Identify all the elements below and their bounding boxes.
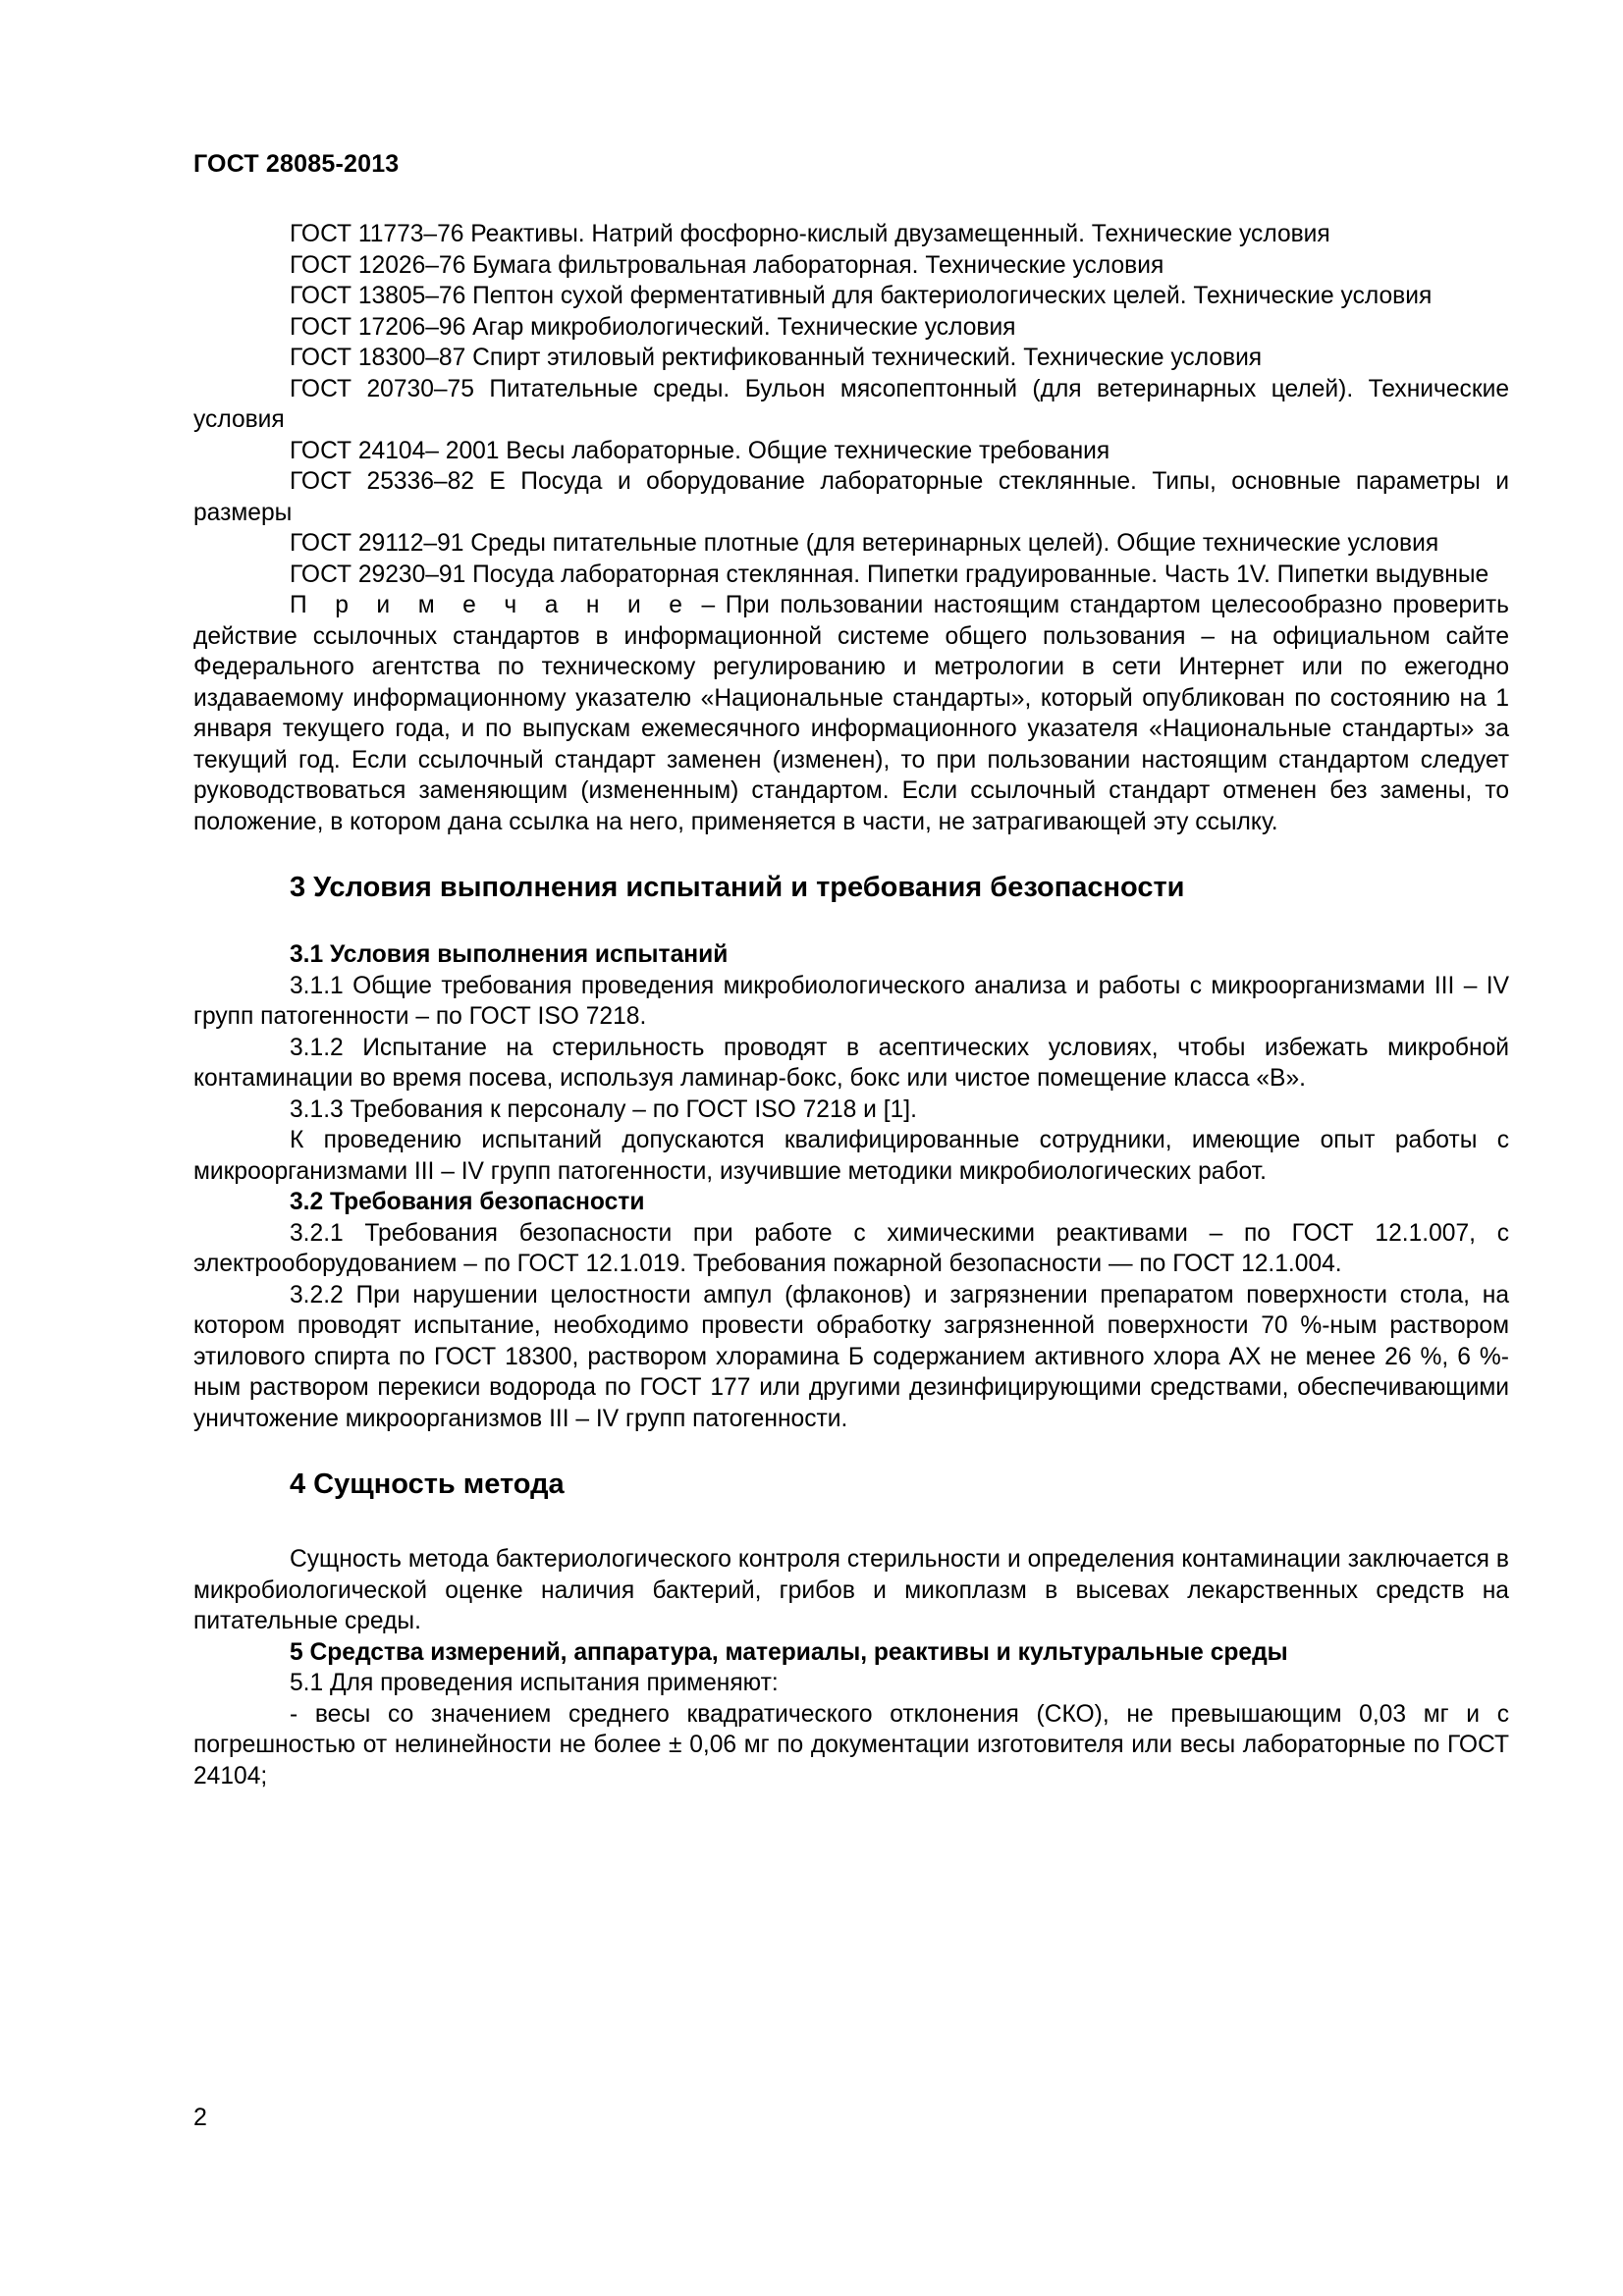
section-4-title: 4 Сущность метода	[290, 1468, 565, 1500]
note-paragraph	[193, 590, 1509, 837]
section-3-title: 3 Условия выполнения испытаний и требования безопасности	[290, 872, 1185, 903]
reference-item: ГОСТ 11773–76 Реактивы. Натрий фосфорно-кислый двузамещенный. Технические условия	[290, 221, 1330, 247]
section-5-title: 5 Средства измерений, аппаратура, материалы, реактивы и культуральные среды	[290, 1638, 1288, 1666]
note-label: П р и м е ч а н и е	[290, 592, 691, 618]
reference-item: ГОСТ 20730–75 Питательные среды. Бульон мясопептонный (для ветеринарных целей). Технические условия	[193, 375, 1509, 433]
subsection-3-2-title: 3.2 Требования безопасности	[290, 1189, 645, 1215]
paragraph-4-essence: Сущность метода бактериологического контроля стерильности и определения контаминации заключается в микробиологической оценке наличия бактерий, грибов и микоплазм в высевах лекарственных средств на питательные среды.	[193, 1546, 1509, 1634]
paragraph-3-1-2: 3.1.2 Испытание на стерильность проводят в асептических условиях, чтобы избежать микробной контаминации во время посева, используя ламинар-бокс, бокс или чистое помещение класса «В».	[193, 1034, 1509, 1092]
paragraph-3-1-1: 3.1.1 Общие требования проведения микробиологического анализа и работы с микроорганизмами III – IV групп патогенности – по ГОСТ ISO 7218.	[193, 972, 1509, 1030]
document-code-header: ГОСТ 28085-2013	[193, 150, 400, 178]
reference-item: ГОСТ 25336–82 Е Посуда и оборудование лабораторные стеклянные. Типы, основные параметры и размеры	[193, 468, 1509, 526]
paragraph-3-1-3: 3.1.3 Требования к персоналу – по ГОСТ ISO 7218 и [1].	[290, 1095, 917, 1123]
paragraph-3-2-2: 3.2.2 При нарушении целостности ампул (флаконов) и загрязнении препаратом поверхности стола, на котором проводят испытание, необходимо провести обработку загрязненной поверхности 70 %-ным раствором этилового спирта по ГОСТ 18300, раствором хлорамина Б содержанием активного хлора АХ не менее 26 %, 6 %-ным раствором перекиси водорода по ГОСТ 177 или другими дезинфицирующими средствами, обеспечивающими уничтожение микроорганизмов III – IV групп патогенности.	[193, 1281, 1509, 1432]
paragraph-3-2-1: 3.2.1 Требования безопасности при работе с химическими реактивами – по ГОСТ 12.1.007, с электрооборудованием – по ГОСТ 12.1.019. Требования пожарной безопасности — по ГОСТ 12.1.004.	[193, 1219, 1509, 1277]
reference-item: ГОСТ 18300–87 Спирт этиловый ректификованный технический. Технические условия	[290, 345, 1263, 371]
document-body	[193, 219, 1509, 1791]
reference-item: ГОСТ 13805–76 Пептон сухой ферментативный для бактериологических целей. Технические условия	[290, 283, 1433, 309]
reference-item: ГОСТ 17206–96 Агар микробиологический. Технические условия	[290, 313, 1016, 341]
reference-item: ГОСТ 29230–91 Посуда лабораторная стеклянная. Пипетки градуированные. Часть 1V. Пипетки выдувные	[290, 561, 1489, 588]
paragraph-5-1: 5.1 Для проведения испытания применяют:	[290, 1670, 779, 1696]
page-number: 2	[193, 2104, 207, 2131]
reference-item: ГОСТ 24104– 2001 Весы лабораторные. Общие технические требования	[290, 437, 1110, 464]
note-text: – При пользовании настоящим стандартом целесообразно проверить действие ссылочных стандартов в информационной системе общего пользования – на официальном сайте Федерального агентства по техническому регулированию и метрологии в сети Интернет или по ежегодно издаваемому информационному указателю «Национальные стандарты», который опубликован по состоянию на 1 января текущего года, и по выпускам ежемесячного информационного указателя «Национальные стандарты» за текущий год. Если ссылочный стандарт заменен (изменен), то при пользовании настоящим стандартом следует руководствоваться заменяющим (измененным) стандартом. Если ссылочный стандарт отменен без замены, то положение, в котором дана ссылка на него, применяется в части, не затрагивающей эту ссылку.	[193, 592, 1509, 835]
subsection-3-1-title: 3.1 Условия выполнения испытаний	[290, 941, 729, 968]
reference-item: ГОСТ 12026–76 Бумага фильтровальная лабораторная. Технические условия	[290, 251, 1164, 279]
paragraph-5-1-scales: - весы со значением среднего квадратического отклонения (СКО), не превышающим 0,03 мг и с погрешностью от нелинейности не более ± 0,06 мг по документации изготовителя или весы лабораторные по ГОСТ 24104;	[193, 1700, 1509, 1789]
paragraph-3-1-3-personnel: К проведению испытаний допускаются квалифицированные сотрудники, имеющие опыт работы с микроорганизмами III – IV групп патогенности, изучившие методики микробиологических работ.	[193, 1127, 1509, 1185]
reference-item: ГОСТ 29112–91 Среды питательные плотные (для ветеринарных целей). Общие технические условия	[290, 530, 1439, 557]
